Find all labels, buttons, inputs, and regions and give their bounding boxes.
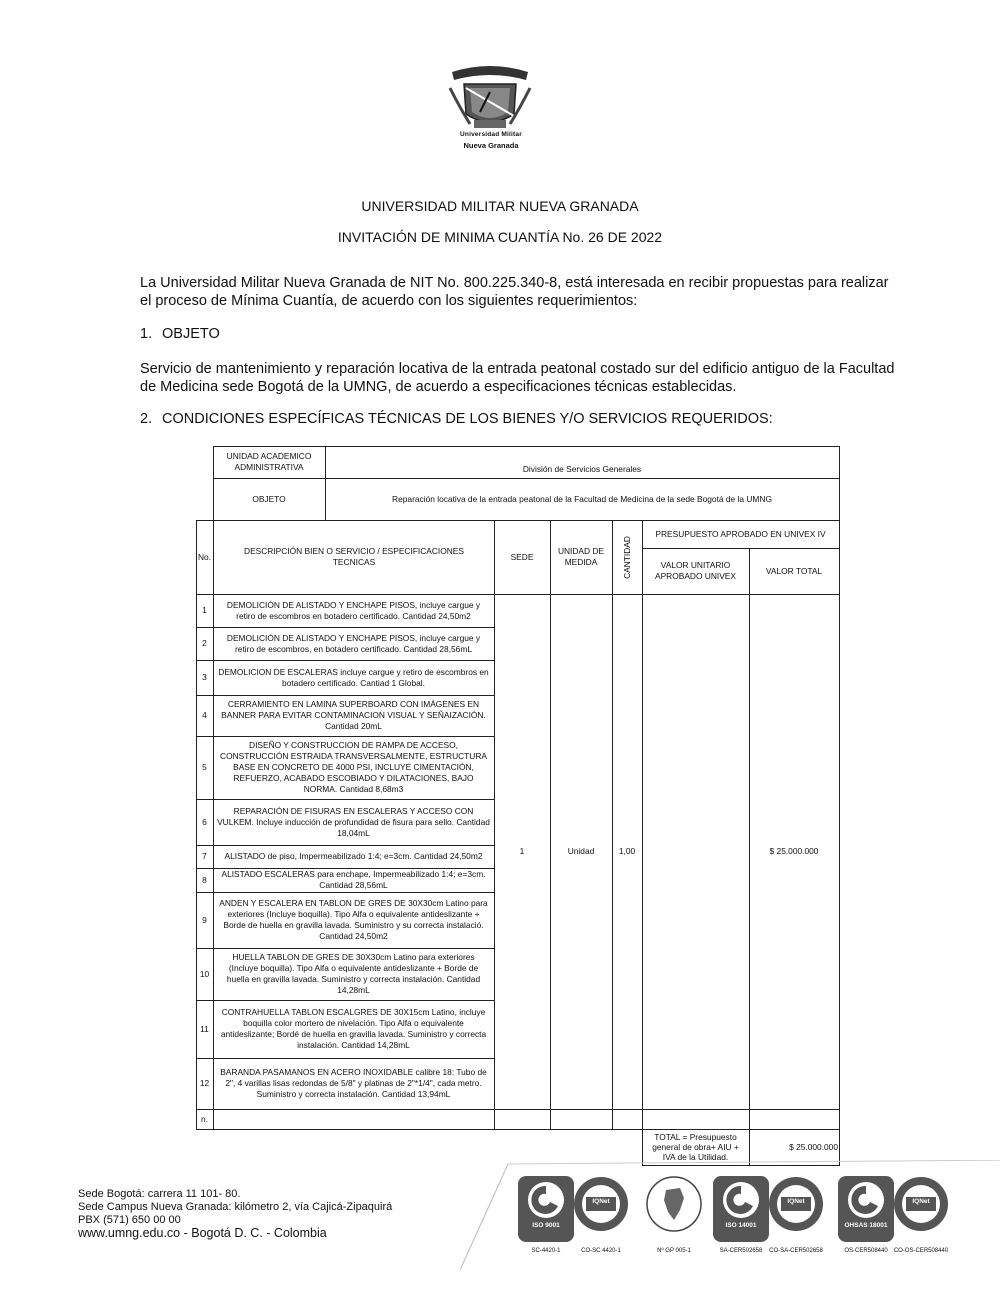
grid-line xyxy=(325,446,326,521)
row-description: CERRAMIENTO EN LAMINA SUPERBOARD CON IMÁGENES EN BANNER PARA EVITAR CONTAMINACION VISUAL Y SEÑAIZACIÓN. Cantidad 20mL xyxy=(221,699,486,731)
row-number: 8 xyxy=(202,874,207,885)
footer-address-bogota: Sede Bogotá: carrera 11 101- 80. xyxy=(78,1188,241,1200)
col-header-cantidad: CANTIDAD xyxy=(621,535,632,579)
certification-label: IQNet xyxy=(787,1198,805,1205)
objeto-value: Reparación locativa de la entrada peatonal de la Facultad de Medicina de la sede Bogotá de la UMNG xyxy=(392,493,772,504)
unidad-value: División de Servicios Generales xyxy=(522,463,642,474)
footer-address-campus: Sede Campus Nueva Granada: kilómetro 2, vía Cajicá-Zipaquirá xyxy=(78,1201,393,1213)
total-label: TOTAL = Presupuesto general de obra+ AIU + IVA de la Utilidad. xyxy=(652,1132,739,1162)
footer-website: www.umng.edu.co - Bogotá D. C. - Colombia xyxy=(78,1226,327,1240)
intro-line-1: La Universidad Militar Nueva Granada de NIT No. 800.225.340-8, está interesada en recibir propuestas para realizar xyxy=(140,275,889,291)
section-1-number: 1. xyxy=(140,326,153,342)
certification-label: ISO 9001 xyxy=(532,1222,560,1229)
logo-text-line1: Universidad Militar xyxy=(460,131,522,138)
grid-line xyxy=(213,446,214,521)
sede-value: 1 xyxy=(519,846,525,856)
objeto-paragraph xyxy=(140,360,915,396)
row-number: 2 xyxy=(202,638,207,648)
grid-line xyxy=(196,1109,840,1110)
grid-line xyxy=(196,1058,495,1059)
objeto-label: OBJETO xyxy=(252,493,286,504)
grid-line xyxy=(196,868,495,869)
certification-label: ISO 14001 xyxy=(725,1222,757,1229)
certification-badge-icon xyxy=(646,1176,702,1232)
row-description: DEMOLICION DE ESCALERAS incluye cargue y retiro de escombros en botadero certificado. Cantiad 1 Global. xyxy=(218,666,489,688)
grid-line xyxy=(196,1129,840,1130)
row-number: 9 xyxy=(202,914,207,925)
col-header-presupuesto: PRESUPUESTO APROBADO EN UNIVEX IV xyxy=(655,528,826,539)
grid-line xyxy=(213,520,214,1130)
document-title: UNIVERSIDAD MILITAR NUEVA GRANADA xyxy=(361,198,639,214)
section-1-title: OBJETO xyxy=(162,326,220,342)
certification-label: IQNet xyxy=(592,1198,610,1205)
unidad-label: UNIDAD ACADEMICO ADMINISTRATIVA xyxy=(226,451,312,472)
row-number: 11 xyxy=(200,1023,209,1034)
certification-code: CO-SC 4420-1 xyxy=(581,1248,621,1254)
certification-label: IQNet xyxy=(912,1198,930,1205)
row-number: 4 xyxy=(202,710,207,720)
certification-code: CO-SA-CER502658 xyxy=(769,1248,823,1254)
grid-line xyxy=(196,1000,495,1001)
objeto-line-1: Servicio de mantenimiento y reparación locativa de la entrada peatonal costado sur del edificio antiguo de la Facultad xyxy=(140,361,895,377)
certification-code: OS-CER508440 xyxy=(844,1248,888,1254)
certification-label: OHSAS 18001 xyxy=(844,1222,888,1229)
logo-text-line2: Nueva Granada xyxy=(463,141,519,150)
grid-line xyxy=(196,660,495,661)
certification-code: SC-4420-1 xyxy=(531,1248,561,1254)
col-header-no: No. xyxy=(197,551,212,562)
grid-line xyxy=(196,736,495,737)
row-description: REPARACIÓN DE FISURAS EN ESCALERAS Y ACCESO CON VULKEM. Incluye inducción de profundidad de fisura para sello. Cantidad 18,04mL xyxy=(217,805,490,838)
row-number: 7 xyxy=(202,851,207,861)
col-header-valor-total: VALOR TOTAL xyxy=(765,565,823,576)
grid-line xyxy=(550,520,551,1130)
valor-total-value: $ 25.000.000 xyxy=(769,846,819,856)
col-header-valor-unitario: VALOR UNITARIO APROBADO UNIVEX xyxy=(655,560,736,581)
grid-line xyxy=(213,446,840,447)
grid-line xyxy=(642,548,840,549)
grid-line xyxy=(494,520,495,1130)
objeto-line-2: de Medicina sede Bogotá de la UMNG, de acuerdo a especificaciones técnicas establecidas. xyxy=(140,379,737,395)
col-header-cantidad-wrap xyxy=(612,520,642,594)
grid-line xyxy=(196,845,495,846)
row-description: DISEÑO Y CONSTRUCCION DE RAMPA DE ACCESO, CONSTRUCCIÓN ESTRAIDA TRANSVERSALMENTE, ESTRUCTURA BASE EN CONCRETO DE 4000 PSI, INCLUYE CIMENTACIÓN, REFUERZO, ACABADO ESCOBIADO Y DILATACIONES, BAJO NORMA. Cantidad 8,68m3 xyxy=(220,740,487,794)
intro-line-2: el proceso de Mínima Cuantía, de acuerdo con los siguientes requerimientos: xyxy=(140,293,638,309)
total-value: $ 25.000.000 xyxy=(789,1141,838,1152)
row-description: DEMOLICIÓN DE ALISTADO Y ENCHAPE PISOS, incluye cargue y retiro de escombros en botadero certificado. Cantidad 24,50m2 xyxy=(226,599,481,621)
row-description: DEMOLICIÓN DE ALISTADO Y ENCHAPE PISOS, incluye cargue y retiro de escombros, en botadero certificado. Cantidad 28,56mL xyxy=(226,632,481,654)
row-number: 3 xyxy=(202,672,207,682)
section-2-heading xyxy=(140,411,773,427)
grid-line xyxy=(196,799,495,800)
row-description: BARANDA PASAMANOS EN ACERO INOXIDABLE calibre 18: Tubo de 2", 4 varillas lisas redondas de 5/8" y platinas de 2"*1/4", cada metro. Suministro y correcta instalación. Cantidad 13,94mL xyxy=(220,1067,487,1099)
section-1-heading xyxy=(140,326,220,342)
certification-code: SA-CER502658 xyxy=(719,1248,763,1254)
grid-line xyxy=(213,478,840,479)
row-number: 1 xyxy=(202,605,207,615)
cantidad-value: 1,00 xyxy=(618,846,636,856)
section-2-title: CONDICIONES ESPECÍFICAS TÉCNICAS DE LOS BIENES Y/O SERVICIOS REQUERIDOS: xyxy=(162,411,773,427)
row-number: 5 xyxy=(202,762,207,772)
row-number: n. xyxy=(201,1113,208,1124)
grid-line xyxy=(642,520,643,1166)
col-header-unidad: UNIDAD DE MEDIDA xyxy=(557,546,605,567)
unidad-medida-value: Unidad xyxy=(567,846,595,856)
section-2-number: 2. xyxy=(140,411,153,427)
grid-line xyxy=(196,520,840,521)
row-number: 10 xyxy=(199,968,210,979)
row-number: 6 xyxy=(202,816,207,827)
col-header-sede: SEDE xyxy=(510,551,534,562)
grid-line xyxy=(196,892,495,893)
row-number: 12 xyxy=(199,1078,210,1088)
grid-line xyxy=(196,520,197,1130)
grid-line xyxy=(612,520,613,1130)
row-description: HUELLA TABLON DE GRES DE 30X30cm Latino para exteriores (Incluye boquilla). Tipo Alfa o equivalente antideslizante + Borde de huella en gravilla lavada. Suministro y correcta instalación. Cantidad 14,28mL xyxy=(226,952,481,995)
intro-paragraph xyxy=(140,274,915,310)
grid-line xyxy=(196,594,840,595)
row-description xyxy=(213,1109,494,1129)
row-description: ALISTADO de piso, Impermeabilizado 1:4; e=3cm. Cantidad 24,50m2 xyxy=(224,851,483,861)
grid-line xyxy=(839,446,840,1166)
grid-line xyxy=(749,548,750,1166)
row-description: CONTRAHUELLA TABLON ESCALGRES DE 30X15cm Latino, incluye boquilla color mortero de nivelación. Tipo Alfa o equivalente antideslizante; Bordé de huella en gravilla lavada. Suministro y correcta instalación. Cantidad 14,28mL xyxy=(220,1007,487,1050)
certification-code: CO-OS-CER508440 xyxy=(893,1248,949,1254)
grid-line xyxy=(196,948,495,949)
row-description: ANDEN Y ESCALERA EN TABLON DE GRES DE 30X30cm Latino para exteriores (Incluye boquilla). Tipo Alfa o equivalente antideslizante + Borde de huella en gravilla lavada. Suministro y su correcta instalació. Cantidad 24,50m2 xyxy=(219,898,488,941)
document-subtitle: INVITACIÓN DE MINIMA CUANTÍA No. 26 DE 2022 xyxy=(337,229,663,245)
row-description: ALISTADO ESCALERAS para enchape, Impermeabilizado 1:4; e=3cm. Cantidad 28,56mL xyxy=(221,869,486,890)
certification-code: Nº GP 005-1 xyxy=(657,1248,691,1254)
grid-line xyxy=(196,627,495,628)
footer-phone: PBX (571) 650 00 00 xyxy=(78,1214,181,1226)
grid-line xyxy=(196,695,495,696)
col-header-description: DESCRIPCIÓN BIEN O SERVICIO / ESPECIFICACIONES TECNICAS xyxy=(244,546,464,567)
